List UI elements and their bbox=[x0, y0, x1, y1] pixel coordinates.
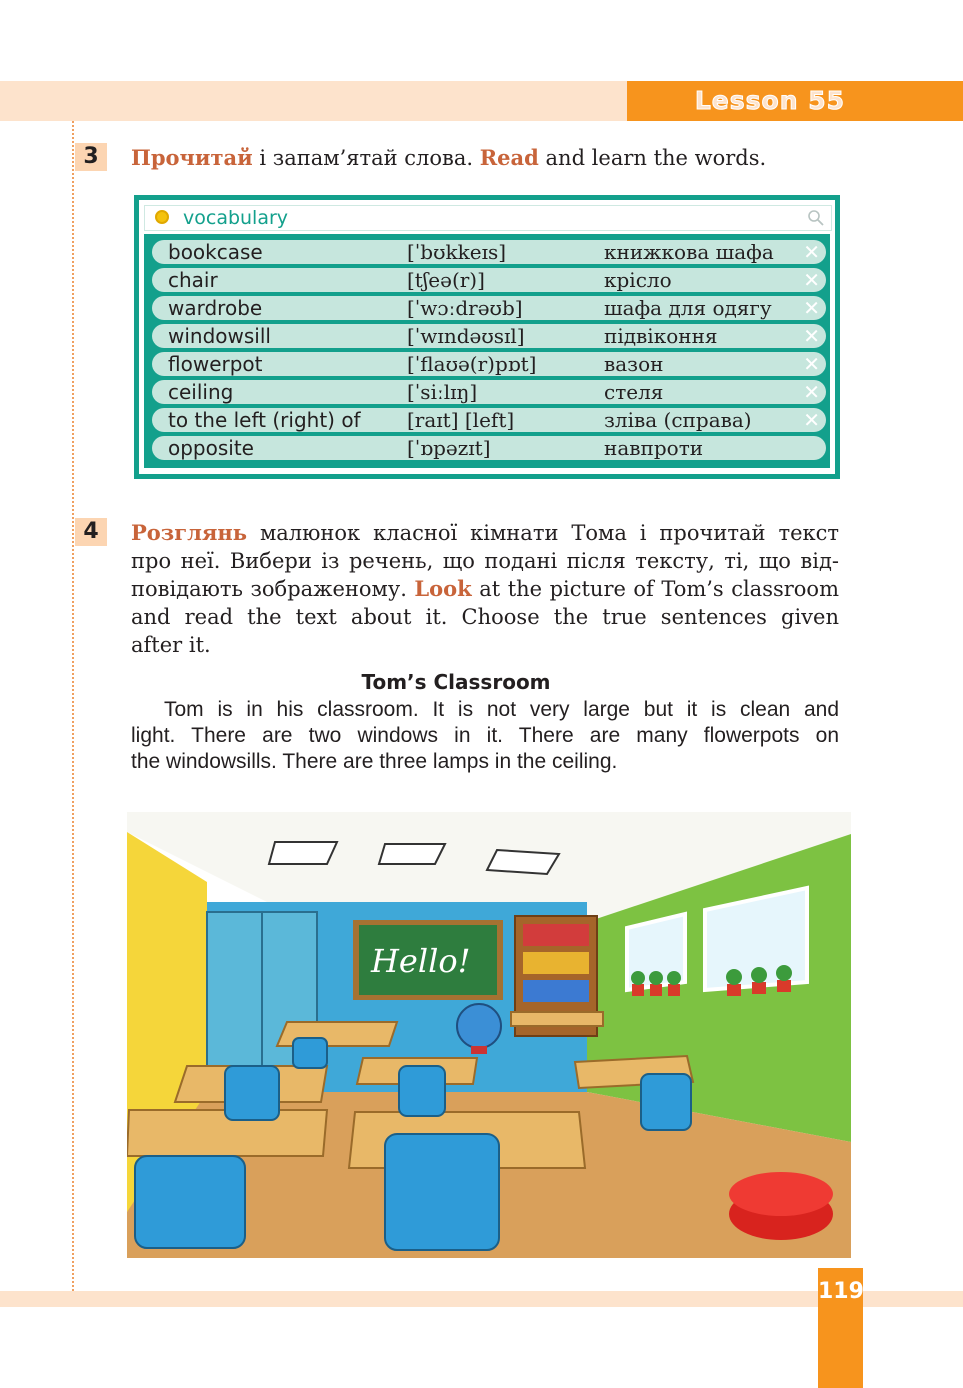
task3-accent-en: Read bbox=[479, 145, 539, 170]
vocab-translation: шафа для одягу bbox=[604, 296, 772, 320]
task4-accent-en: Look bbox=[414, 576, 472, 601]
story-text bbox=[131, 697, 839, 775]
vocab-translation: підвіконня bbox=[604, 324, 718, 348]
task3-accent-ua: Прочитай bbox=[131, 145, 253, 170]
task4-line: and read the text about it. Choose the true sentences given bbox=[131, 605, 839, 629]
vocab-translation: зліва (справа) bbox=[604, 408, 752, 432]
vocab-transcription: [ˈɒpəzɪt] bbox=[407, 436, 491, 460]
vocabulary-row bbox=[152, 380, 826, 404]
story-line: Tom is in his classroom. It is not very large but it is clean and bbox=[164, 698, 839, 721]
task3-text-en: and learn the words. bbox=[538, 146, 767, 170]
story-title: Tom’s Classroom bbox=[361, 670, 551, 694]
task4-instruction bbox=[131, 519, 839, 659]
lesson-title: Lesson 55 bbox=[694, 86, 845, 115]
task3-text-ua: і запам’ятай слова. bbox=[252, 146, 480, 170]
vocabulary-row bbox=[152, 240, 826, 264]
vocab-transcription: [raɪt] [left] bbox=[407, 408, 515, 432]
page-number: 119 bbox=[818, 1279, 864, 1304]
vocabulary-row bbox=[152, 352, 826, 376]
vocabulary-box bbox=[134, 195, 840, 479]
close-icon[interactable]: ✕ bbox=[803, 408, 820, 432]
vocab-translation: книжкова шафа bbox=[604, 240, 774, 264]
task4-accent-ua: Розглянь bbox=[131, 520, 248, 545]
vocab-translation: стеля bbox=[604, 380, 664, 404]
vocabulary-row bbox=[152, 268, 826, 292]
vocabulary-header bbox=[144, 205, 832, 231]
close-icon[interactable]: ✕ bbox=[803, 240, 820, 264]
vocabulary-row bbox=[152, 296, 826, 320]
task4-text: at the picture of Tom’s classroom bbox=[471, 577, 839, 601]
vocab-transcription: [ˈsiːlɪŋ] bbox=[407, 380, 478, 404]
task-number-4: 4 bbox=[75, 518, 107, 546]
chalkboard-text: Hello! bbox=[371, 942, 471, 980]
close-icon[interactable]: ✕ bbox=[803, 324, 820, 348]
vocabulary-list bbox=[144, 234, 830, 468]
vocab-transcription: [ˈflaʊə(r)pɒt] bbox=[407, 352, 537, 376]
classroom-illustration bbox=[127, 812, 851, 1258]
task4-line bbox=[131, 519, 839, 547]
close-icon[interactable]: ✕ bbox=[803, 296, 820, 320]
vocab-translation: крісло bbox=[604, 268, 672, 292]
search-icon[interactable] bbox=[807, 209, 825, 227]
vocab-word: ceiling bbox=[168, 380, 234, 404]
task4-text: повідають зображеному. bbox=[131, 577, 415, 601]
story-line: light. There are two windows in it. There are many flowerpots on bbox=[131, 724, 839, 747]
task4-line: after it. bbox=[131, 633, 211, 657]
vocabulary-row bbox=[152, 436, 826, 460]
task4-line bbox=[131, 575, 839, 603]
vocab-transcription: [ˈwɔːdrəʊb] bbox=[407, 296, 523, 320]
vocab-translation: навпроти bbox=[604, 436, 704, 460]
vocab-word: bookcase bbox=[168, 240, 263, 264]
vocab-transcription: [ˈbʊkkeɪs] bbox=[407, 240, 507, 264]
margin-dotted-line bbox=[72, 121, 74, 1291]
task-number-3: 3 bbox=[75, 143, 107, 171]
task4-text: малюнок класної кімнати Тома і прочитай текст bbox=[247, 521, 839, 545]
vocab-word: wardrobe bbox=[168, 296, 263, 320]
task4-line: про неї. Вибери із речень, що подані після тексту, ті, що від- bbox=[131, 549, 839, 573]
vocab-word: flowerpot bbox=[168, 352, 263, 376]
close-icon[interactable]: ✕ bbox=[803, 380, 820, 404]
vocab-transcription: [tʃeə(r)] bbox=[407, 268, 485, 292]
vocab-transcription: [ˈwɪndəʊsɪl] bbox=[407, 324, 525, 348]
vocab-translation: вазон bbox=[604, 352, 664, 376]
vocabulary-marker-icon bbox=[155, 210, 169, 224]
vocab-word: to the left (right) of bbox=[168, 408, 361, 432]
story-line: the windowsills. There are three lamps in the ceiling. bbox=[131, 750, 618, 773]
vocabulary-title: vocabulary bbox=[183, 207, 289, 229]
vocabulary-row bbox=[152, 324, 826, 348]
vocab-word: opposite bbox=[168, 436, 254, 460]
close-icon[interactable]: ✕ bbox=[803, 352, 820, 376]
close-icon[interactable]: ✕ bbox=[803, 268, 820, 292]
task3-instruction bbox=[131, 144, 766, 172]
vocab-word: windowsill bbox=[168, 324, 271, 348]
vocab-word: chair bbox=[168, 268, 218, 292]
vocabulary-row bbox=[152, 408, 826, 432]
